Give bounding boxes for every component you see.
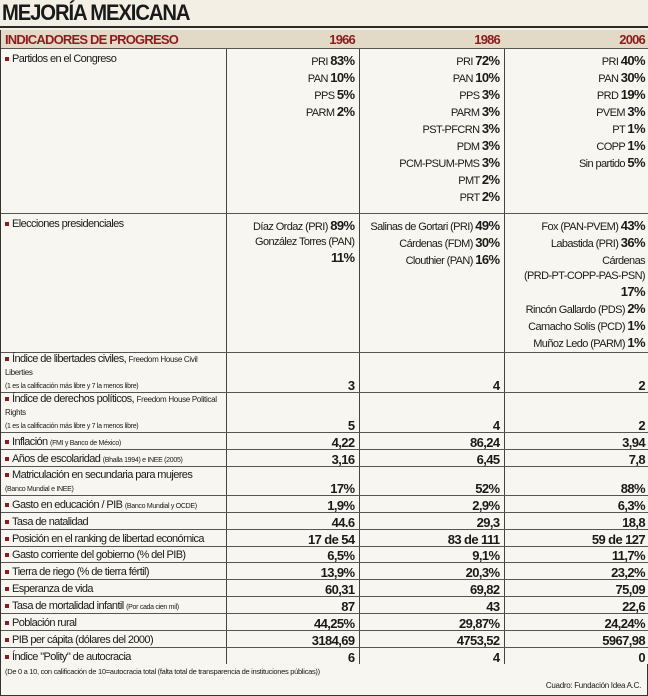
row-note: (1 es la calificación más libre y 7 la menos libre) [5, 423, 139, 430]
table-row [1, 393, 648, 433]
entry-name: Clouthier (PAN) [405, 255, 473, 267]
entry-value: 5% [627, 155, 645, 170]
table-frame [0, 30, 648, 696]
entry-name: PRI [311, 56, 328, 68]
row-source: Freedom House Civil Liberties [5, 355, 198, 377]
entry-value: 5% [336, 87, 355, 102]
bullet-icon [5, 357, 9, 361]
table-row [1, 648, 648, 665]
entry-name: PAN [598, 73, 619, 85]
header-year: 2006 [504, 30, 648, 49]
row-label: Índice de derechos políticos, [12, 393, 135, 405]
entry [509, 235, 646, 252]
table-row [1, 547, 648, 563]
entry-value: 2% [481, 189, 500, 204]
row-label: Elecciones presidenciales [12, 218, 124, 230]
table-row [1, 496, 648, 513]
entry [231, 53, 355, 70]
entry-name: Sin partido [578, 158, 625, 170]
entry-name: PVEM [596, 107, 625, 119]
value-cell: 18,8 [504, 513, 648, 530]
value-cell: 87 [226, 597, 359, 614]
value-cell: 7,8 [504, 450, 648, 467]
value-cell: 3184,69 [226, 631, 359, 648]
entry [364, 87, 500, 104]
value-cell: 44,25% [226, 614, 359, 631]
bullet-icon [5, 222, 9, 226]
entry-name: PPS [314, 90, 335, 102]
entry [364, 53, 500, 70]
entry [509, 155, 646, 172]
table-row [1, 580, 648, 597]
entry [231, 218, 355, 235]
entry-value: 40% [620, 53, 645, 68]
row-source: (FMI y Banco de México) [50, 440, 121, 447]
row-source: (Bhalla 1994) e INEE (2005) [102, 457, 183, 464]
entry [364, 104, 500, 121]
entry [509, 53, 646, 70]
entry-name: PARM [450, 107, 480, 119]
row-label: PIB per cápita (dólares del 2000) [12, 634, 154, 646]
entry [509, 70, 646, 87]
value-cell: 3,94 [504, 433, 648, 450]
row-label: Inflación [12, 436, 48, 448]
entry [231, 70, 355, 87]
row-note: (Banco Mundial e INEE) [5, 486, 74, 493]
table-row [1, 214, 648, 353]
value-cell: 6 [226, 648, 359, 665]
entry-value: 17% [620, 284, 645, 299]
entry-name: Cárdenas [602, 255, 645, 267]
value-cell: 88% [504, 467, 648, 496]
cell [359, 214, 504, 353]
table-row [1, 513, 648, 530]
entry-name: Díaz Ordaz (PRI) [253, 221, 328, 233]
value-cell: 60,31 [226, 580, 359, 597]
bullet-icon [5, 604, 9, 608]
row-source: (Por cada cien mil) [126, 604, 179, 611]
entry-value: 30% [620, 70, 645, 85]
bullet-icon [5, 397, 9, 401]
value-cell: 83 de 111 [359, 530, 504, 547]
entry-value: 89% [330, 218, 355, 233]
entry [509, 301, 646, 318]
row-label: Tasa de natalidad [12, 516, 89, 528]
table-row [1, 467, 648, 496]
row-label: Índice de libertades civiles, [12, 353, 127, 365]
value-cell: 2 [504, 353, 648, 393]
entry-name: Muñoz Ledo (PARM) [533, 338, 625, 350]
value-cell: 17 de 54 [226, 530, 359, 547]
entry-name: PT [612, 124, 625, 136]
entry-value: 19% [620, 87, 645, 102]
entry-name: COPP [596, 141, 625, 153]
indicators-table [1, 30, 648, 664]
bullet-icon [5, 638, 9, 642]
entry-name: PAN [452, 73, 473, 85]
entry-name: PCM-PSUM-PMS [399, 158, 480, 170]
entry [364, 155, 500, 172]
entry-value: 1% [627, 121, 645, 136]
row-label: Partidos en el Congreso [12, 53, 117, 65]
row-label: Posición en el ranking de libertad económica [12, 533, 204, 545]
value-cell: 1,9% [226, 496, 359, 513]
entry-name: PARM [305, 107, 335, 119]
value-cell: 6,5% [226, 547, 359, 563]
entry-value: 3% [481, 87, 500, 102]
entry-name: PAN [307, 73, 328, 85]
entry-name: PRI [456, 56, 473, 68]
value-cell: 6,3% [504, 496, 648, 513]
entry [364, 138, 500, 155]
entry [364, 235, 500, 252]
bullet-icon [5, 440, 9, 444]
entry-name: PRT [459, 192, 480, 204]
entry-name: PRI [601, 56, 619, 68]
entry-value: 2% [481, 172, 500, 187]
entry [231, 104, 355, 121]
entry-value: 16% [475, 252, 500, 267]
entry-value: 72% [475, 53, 500, 68]
entry-value: 3% [481, 155, 500, 170]
entry-value: 36% [620, 235, 645, 250]
entry-name: PDM [456, 141, 480, 153]
entry [509, 318, 646, 335]
entry [364, 218, 500, 235]
entry-value: 3% [627, 104, 645, 119]
value-cell: 69,82 [359, 580, 504, 597]
entry [231, 235, 355, 267]
entry-value: 1% [627, 138, 645, 153]
table-row [1, 450, 648, 467]
header-year: 1986 [359, 30, 504, 49]
entry-value: 1% [627, 318, 645, 333]
value-cell: 22,6 [504, 597, 648, 614]
value-cell: 59 de 127 [504, 530, 648, 547]
bullet-icon [5, 655, 9, 659]
bullet-icon [5, 457, 9, 461]
entry-value: 83% [330, 53, 355, 68]
entry-value: 3% [481, 121, 500, 136]
entry-value: 2% [336, 104, 355, 119]
entry [509, 269, 646, 301]
entry-value: 49% [475, 218, 500, 233]
value-cell: 29,3 [359, 513, 504, 530]
value-cell: 75,09 [504, 580, 648, 597]
value-cell: 13,9% [226, 563, 359, 580]
bullet-icon [5, 553, 9, 557]
row-label: Tierra de riego (% de tierra fértil) [12, 566, 149, 578]
entry-name: Rincón Gallardo (PDS) [525, 304, 625, 316]
entry-name: Labastida (PRI) [550, 238, 619, 250]
entry-name: PMT [458, 175, 480, 187]
entry [364, 252, 500, 269]
row-source: Freedom House Political Rights [5, 395, 217, 417]
table-row [1, 353, 648, 393]
value-cell: 2 [504, 393, 648, 433]
entry [364, 189, 500, 206]
row-label: Población rural [12, 617, 77, 629]
entry-value: 1% [627, 335, 645, 350]
entry-name: Camacho Solís (PCD) [528, 321, 625, 333]
entry [231, 87, 355, 104]
value-cell: 20,3% [359, 563, 504, 580]
bullet-icon [5, 587, 9, 591]
header-year: 1966 [226, 30, 359, 49]
row-source: (Banco Mundial y OCDE) [124, 503, 197, 510]
value-cell: 52% [359, 467, 504, 496]
value-cell: 4,22 [226, 433, 359, 450]
row-label: Gasto en educación / PIB [12, 499, 123, 511]
value-cell: 3 [226, 353, 359, 393]
entry-name: González Torres (PAN) [255, 236, 355, 248]
entry-value: 3% [481, 104, 500, 119]
entry-name: Cárdenas (FDM) [399, 238, 473, 250]
entry-name: PPS [459, 90, 480, 102]
cell [226, 214, 359, 353]
entry-value: 11% [330, 250, 355, 265]
entry-name: Salinas de Gortari (PRI) [370, 221, 473, 233]
value-cell: 6,45 [359, 450, 504, 467]
value-cell: 43 [359, 597, 504, 614]
entry [509, 104, 646, 121]
entry-value: 2% [627, 301, 645, 316]
value-cell: 3,16 [226, 450, 359, 467]
entry-name: (PRD-PT-COPP-PAS-PSN) [523, 270, 645, 282]
entry-value: 10% [330, 70, 355, 85]
entry-value: 10% [475, 70, 500, 85]
entry [364, 70, 500, 87]
source-credit: Cuadro: Fundación Idea A.C. [545, 681, 641, 690]
entry [364, 172, 500, 189]
header-row [1, 30, 648, 49]
cell [359, 49, 504, 214]
footnote: (De 0 a 10, con calificación de 10=autocracia total (falta total de transparencia de instituciones públicas)) [5, 667, 320, 676]
entry-name: Fox (PAN-PVEM) [541, 221, 619, 233]
row-label: Tasa de mortalidad infantil [12, 600, 124, 612]
entry-name: PRD [596, 90, 619, 102]
entry-value: 43% [620, 218, 645, 233]
row-label: Matriculación en secundaria para mujeres [12, 469, 193, 481]
row-note: (1 es la calificación más libre y 7 la menos libre) [5, 383, 139, 390]
row-label: Gasto corriente del gobierno (% del PIB) [12, 549, 186, 561]
row-label: Índice "Polity" de autocracia [12, 651, 131, 663]
title-rule [0, 26, 648, 28]
value-cell: 2,9% [359, 496, 504, 513]
entry-name: PST-PFCRN [422, 124, 480, 136]
value-cell: 4 [359, 353, 504, 393]
table-row [1, 597, 648, 614]
table-row [1, 49, 648, 214]
table-row [1, 614, 648, 631]
bullet-icon [5, 621, 9, 625]
value-cell: 4 [359, 648, 504, 665]
value-cell: 29,87% [359, 614, 504, 631]
entry [509, 121, 646, 138]
row-label: Esperanza de vida [12, 583, 93, 595]
value-cell: 4753,52 [359, 631, 504, 648]
bullet-icon [5, 503, 9, 507]
row-label: Años de escolaridad [12, 453, 101, 465]
value-cell: 24,24% [504, 614, 648, 631]
header-label: INDICADORES DE PROGRESO [1, 30, 226, 49]
table-row [1, 631, 648, 648]
table-row [1, 530, 648, 547]
entry [509, 335, 646, 352]
entry-value: 3% [481, 138, 500, 153]
table-row [1, 433, 648, 450]
entry [364, 121, 500, 138]
value-cell: 23,2% [504, 563, 648, 580]
entry [509, 87, 646, 104]
value-cell: 44.6 [226, 513, 359, 530]
entry-value: 30% [475, 235, 500, 250]
bullet-icon [5, 570, 9, 574]
value-cell: 0 [504, 648, 648, 665]
entry [509, 252, 646, 269]
bullet-icon [5, 473, 9, 477]
bullet-icon [5, 537, 9, 541]
value-cell: 5 [226, 393, 359, 433]
bullet-icon [5, 520, 9, 524]
value-cell: 11,7% [504, 547, 648, 563]
entry [509, 218, 646, 235]
cell [504, 214, 648, 353]
value-cell: 86,24 [359, 433, 504, 450]
entry [509, 138, 646, 155]
value-cell: 4 [359, 393, 504, 433]
cell [226, 49, 359, 214]
bullet-icon [5, 57, 9, 61]
page-title: MEJORÍA MEXICANA [2, 0, 190, 25]
table-row [1, 563, 648, 580]
value-cell: 17% [226, 467, 359, 496]
cell [504, 49, 648, 214]
value-cell: 5967,98 [504, 631, 648, 648]
value-cell: 9,1% [359, 547, 504, 563]
